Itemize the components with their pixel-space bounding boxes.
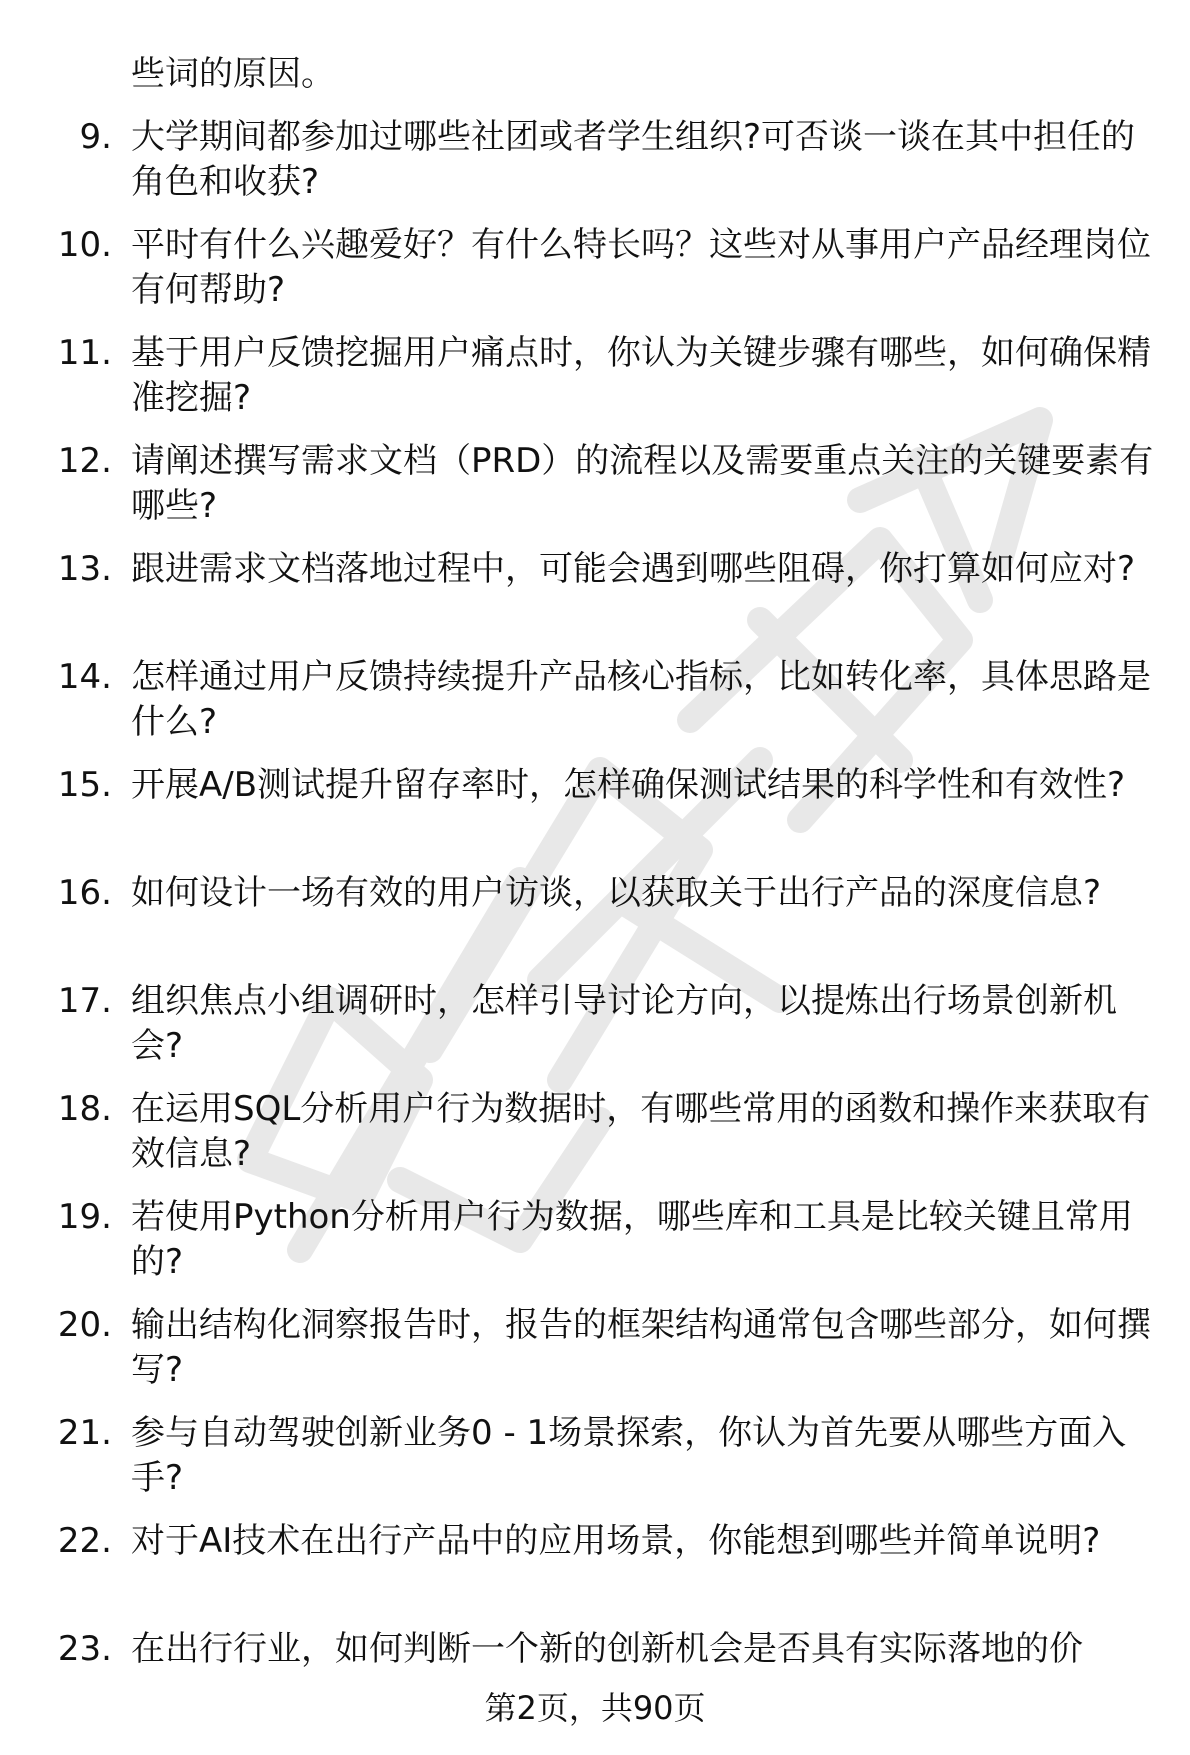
item-number: 23. xyxy=(57,1629,112,1669)
list-item xyxy=(0,223,1190,331)
continuation-text: 些词的原因。 xyxy=(131,54,335,94)
item-number: 13. xyxy=(57,549,112,589)
item-number: 12. xyxy=(57,441,112,481)
item-text: 开展A/B测试提升留存率时，怎样确保测试结果的科学性和有效性? xyxy=(131,765,1126,805)
item-text: 平时有什么兴趣爱好？有什么特长吗？这些对从事用户产品经理岗位有何帮助? xyxy=(131,225,1151,310)
list-item xyxy=(0,871,1190,979)
item-text: 如何设计一场有效的用户访谈，以获取关于出行产品的深度信息? xyxy=(131,873,1102,913)
list-item xyxy=(0,115,1190,223)
list-item xyxy=(0,547,1190,655)
item-number: 16. xyxy=(57,873,112,913)
item-text: 在运用SQL分析用户行为数据时，有哪些常用的函数和操作来获取有效信息? xyxy=(131,1089,1151,1174)
item-text: 输出结构化洞察报告时，报告的框架结构通常包含哪些部分，如何撰写? xyxy=(131,1305,1151,1390)
item-text: 参与自动驾驶创新业务0 - 1场景探索，你认为首先要从哪些方面入手? xyxy=(131,1413,1127,1498)
list-item xyxy=(0,979,1190,1087)
page-number-footer: 第2页，共90页 xyxy=(484,1689,706,1727)
item-text: 大学期间都参加过哪些社团或者学生组织?可否谈一谈在其中担任的角色和收获? xyxy=(131,117,1136,202)
item-text: 基于用户反馈挖掘用户痛点时，你认为关键步骤有哪些，如何确保精准挖掘? xyxy=(131,333,1151,418)
item-number: 11. xyxy=(57,333,112,373)
item-number: 22. xyxy=(57,1521,112,1561)
list-item xyxy=(0,763,1190,871)
list-item xyxy=(0,1195,1190,1303)
item-text: 对于AI技术在出行产品中的应用场景，你能想到哪些并简单说明? xyxy=(131,1521,1101,1561)
item-text: 组织焦点小组调研时，怎样引导讨论方向，以提炼出行场景创新机会? xyxy=(131,981,1117,1066)
item-number: 21. xyxy=(57,1413,112,1453)
item-number: 10. xyxy=(57,225,112,265)
item-number: 15. xyxy=(57,765,112,805)
item-number: 18. xyxy=(57,1089,112,1129)
item-number: 9. xyxy=(79,117,112,157)
item-number: 14. xyxy=(57,657,112,697)
list-item xyxy=(0,1087,1190,1195)
item-number: 17. xyxy=(57,981,112,1021)
question-list xyxy=(0,115,1190,1735)
list-item xyxy=(0,1519,1190,1627)
item-text: 怎样通过用户反馈持续提升产品核心指标，比如转化率，具体思路是什么? xyxy=(131,657,1151,742)
list-item xyxy=(0,1411,1190,1519)
item-text: 在出行行业，如何判断一个新的创新机会是否具有实际落地的价 xyxy=(131,1629,1083,1669)
item-text: 请阐述撰写需求文档（PRD）的流程以及需要重点关注的关键要素有哪些? xyxy=(131,441,1154,526)
list-item xyxy=(0,439,1190,547)
item-text: 若使用Python分析用户行为数据，哪些库和工具是比较关键且常用的? xyxy=(131,1197,1133,1282)
item-number: 20. xyxy=(57,1305,112,1345)
list-item xyxy=(0,331,1190,439)
item-text: 跟进需求文档落地过程中，可能会遇到哪些阻碍，你打算如何应对? xyxy=(131,549,1136,589)
list-item xyxy=(0,1303,1190,1411)
list-item xyxy=(0,655,1190,763)
document-body xyxy=(0,52,1190,1735)
item-number: 19. xyxy=(57,1197,112,1237)
